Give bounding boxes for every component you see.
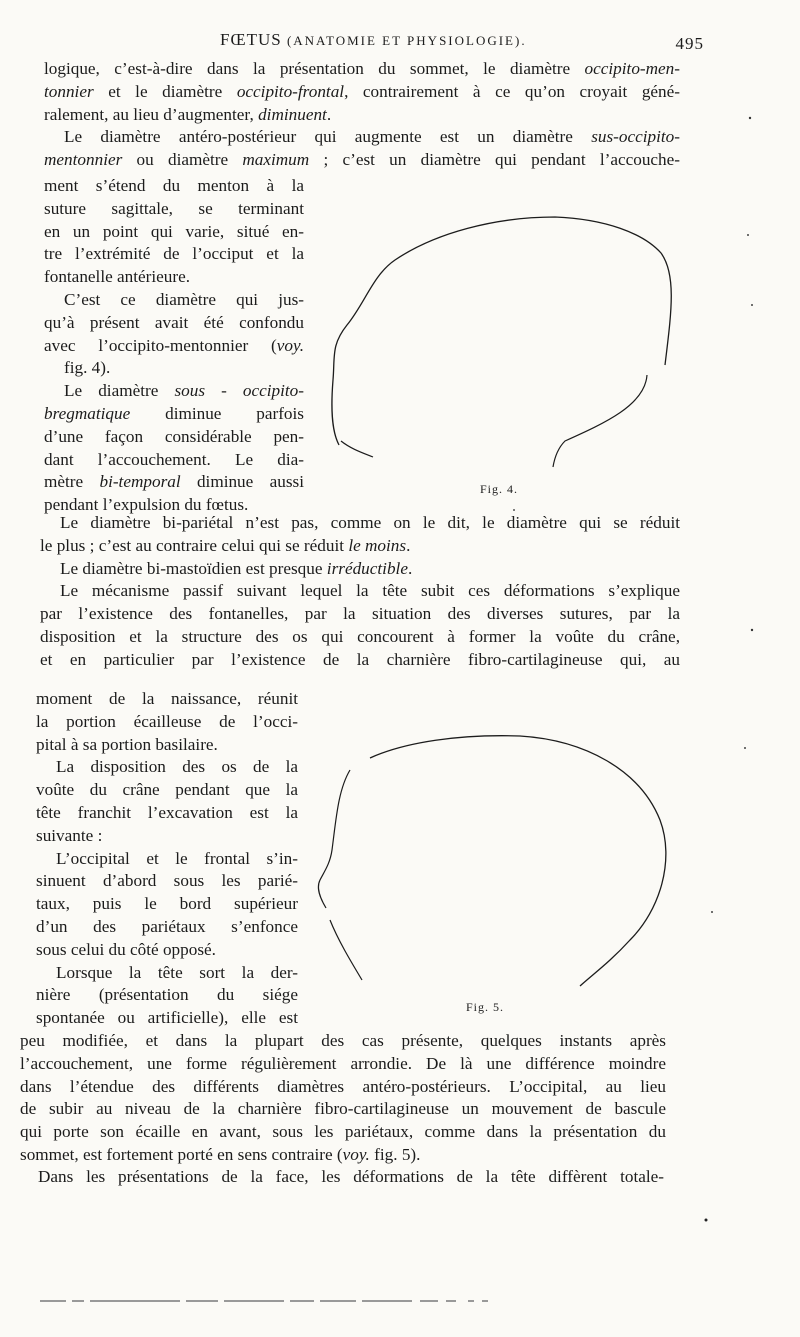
figure-4-caption: Fig. 4. xyxy=(480,482,519,496)
running-header xyxy=(40,26,704,53)
text-line: d’un des pariétaux s’enfonce xyxy=(36,916,298,936)
text-line: taux, puis le bord supérieur xyxy=(36,894,298,914)
text-line: qu’à présent avait été confondu xyxy=(44,312,304,332)
text-line: suture sagittale, se terminant xyxy=(44,198,304,218)
text-line: Le diamètre bi-mastoïdien est presque irréductible. xyxy=(60,558,413,578)
text-line: mètre bi-temporal diminue aussi xyxy=(44,472,304,492)
text-line: et en particulier par l’existence de la charnière fibro-cartilagineuse qui, au xyxy=(40,649,680,669)
text-line: de subir au niveau de la charnière fibro-cartilagineuse un mouvement de bascule xyxy=(20,1099,666,1119)
paragraph-full-width-lower xyxy=(20,1030,666,1167)
text-line: voûte du crâne pendant que la xyxy=(36,780,298,800)
header-title-main: FŒTUS xyxy=(220,30,282,49)
text-line: en un point qui varie, situé en- xyxy=(44,221,304,241)
text-line: Le diamètre bi-pariétal n’est pas, comme on le dit, le diamètre qui se réduit xyxy=(60,513,680,532)
figure-5-caption: Fig. 5. xyxy=(466,1000,505,1014)
text-line: disposition et la structure des os qui concourent à former la voûte du crâne, xyxy=(40,626,680,646)
text-line: tête franchit l’excavation est la xyxy=(36,802,298,822)
text-line: bregmatique diminue parfois xyxy=(44,403,304,423)
header-title-sub: (ANATOMIE ET PHYSIOLOGIE). xyxy=(286,33,527,48)
text-line: nière (présentation du siége xyxy=(36,985,298,1005)
text-line: l’accouchement, une forme régulièrement arrondie. De là une différence moindre xyxy=(20,1053,666,1073)
fig4-jaw-line xyxy=(341,441,373,457)
text-line: Le diamètre antéro-postérieur qui augmente est un diamètre sus-occipito- xyxy=(64,127,680,147)
paragraph-final xyxy=(38,1166,664,1189)
figure-4-head-outline xyxy=(325,205,685,480)
text-line: Dans les présentations de la face, les déformations de la tête diffèrent totale- xyxy=(38,1167,664,1186)
text-line: L’occipital et le frontal s’in- xyxy=(56,848,298,868)
column-text-fig5 xyxy=(36,688,298,1030)
paragraph-full-width xyxy=(40,512,680,672)
text-line: qui porte son écaille en avant, sous les pariétaux, comme dans la présentation du xyxy=(20,1122,666,1142)
page-number: 495 xyxy=(675,34,704,53)
text-line: Lorsque la tête sort la der- xyxy=(56,962,298,982)
text-line: spontanée ou artificielle), elle est xyxy=(36,1008,298,1028)
text-line: fig. 4). xyxy=(64,358,111,378)
text-line: avec l’occipito-mentonnier (voy. xyxy=(44,335,304,355)
text-line: sommet, est fortement porté en sens contraire (voy. fig. 5). xyxy=(20,1144,421,1164)
text-line: d’une façon considérable pen- xyxy=(44,426,304,446)
text-line: sous celui du côté opposé. xyxy=(36,939,216,959)
fig5-back-curve xyxy=(318,770,350,908)
text-line: dant l’accouchement. Le dia- xyxy=(44,449,304,469)
text-line: ment s’étend du menton à la xyxy=(44,176,304,195)
fig5-chin-line xyxy=(330,920,362,980)
text-line: par l’existence des fontanelles, par la situation des diverses sutures, par la xyxy=(40,604,680,624)
text-line: moment de la naissance, réunit xyxy=(36,689,298,708)
text-line: Le mécanisme passif suivant lequel la tête subit ces déformations s’explique xyxy=(60,581,680,601)
figure-5-head-outline xyxy=(310,730,680,995)
text-line: fontanelle antérieure. xyxy=(44,267,191,287)
text-line: logique, c’est-à-dire dans la présentation du sommet, le diamètre occipito-men- xyxy=(44,59,680,78)
text-line: C’est ce diamètre qui jus- xyxy=(64,289,304,309)
text-line: La disposition des os de la xyxy=(56,757,298,777)
text-line: suivante : xyxy=(36,825,103,845)
text-line: la portion écailleuse de l’occi- xyxy=(36,711,298,731)
text-line: dans l’étendue des différents diamètres antéro-postérieurs. L’occipital, au lieu xyxy=(20,1076,666,1096)
text-line: le plus ; c’est au contraire celui qui se réduit le moins. xyxy=(40,535,411,555)
fig4-neck-curve xyxy=(553,375,647,467)
column-text-fig4 xyxy=(44,175,304,517)
fig5-skull-curve xyxy=(370,736,666,986)
text-line: tre l’extrémité de l’occiput et la xyxy=(44,244,304,264)
text-line: sinuent d’abord sous les parié- xyxy=(36,871,298,891)
text-line: pendant l’expulsion du fœtus. xyxy=(44,495,249,515)
text-line: peu modifiée, et dans la plupart des cas présente, quelques instants après xyxy=(20,1031,666,1050)
text-line: pital à sa portion basilaire. xyxy=(36,734,218,754)
fig4-skull-curve xyxy=(332,217,671,445)
text-line: mentonnier ou diamètre maximum ; c’est un diamètre qui pendant l’accouche- xyxy=(44,150,680,170)
header-title xyxy=(220,30,527,50)
text-line: Le diamètre sous - occipito- xyxy=(64,381,304,401)
text-line: ralement, au lieu d’augmenter, diminuent. xyxy=(44,104,332,124)
paragraph-opening xyxy=(44,58,680,172)
text-line: tonnier et le diamètre occipito-frontal, contrairement à ce qu’on croyait géné- xyxy=(44,81,680,101)
